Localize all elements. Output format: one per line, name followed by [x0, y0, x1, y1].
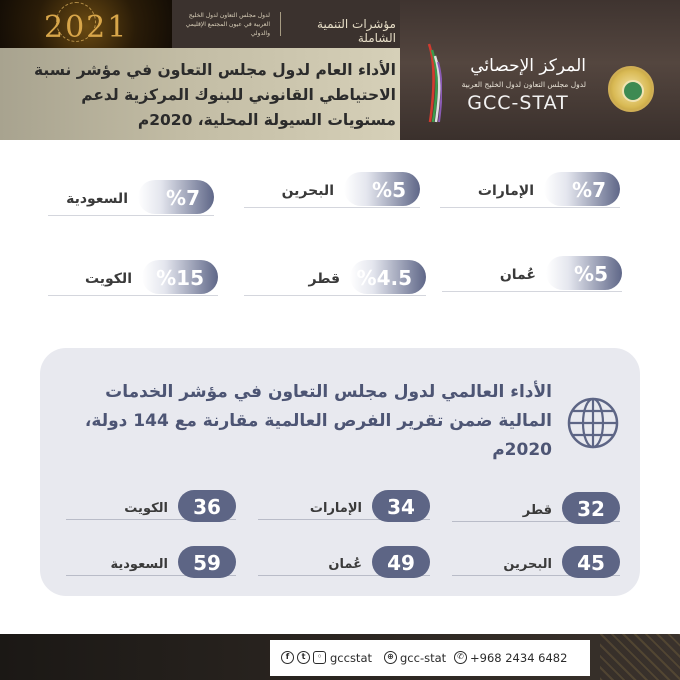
strip-title: مؤشرات التنمية الشاملة — [317, 17, 396, 45]
country-label: البحرين — [281, 183, 334, 199]
country-label: عُمان — [328, 557, 362, 572]
reserve-value: %5 — [372, 178, 406, 202]
website-link[interactable]: gcc-stat — [400, 651, 447, 665]
reserve-item-saudi — [48, 180, 214, 220]
country-label: السعودية — [66, 191, 128, 207]
header-banner — [0, 0, 680, 140]
reserve-value: %7 — [166, 186, 200, 210]
phone-number[interactable]: +968 2434 6482 — [470, 651, 568, 665]
reserve-value: %4.5 — [356, 266, 412, 290]
rank-item-oman — [258, 546, 430, 580]
rank-item-bahrain — [452, 546, 620, 580]
item-underline — [244, 207, 420, 208]
item-underline — [440, 207, 620, 208]
logo-arabic-subtitle: لدول مجلس التعاون لدول الخليج العربية — [461, 80, 586, 89]
rank-item-kuwait — [66, 490, 236, 524]
country-label: السعودية — [110, 557, 168, 572]
item-underline — [48, 215, 214, 216]
country-label: الإمارات — [477, 183, 534, 199]
rank-value: 45 — [577, 551, 605, 575]
reserve-item-kuwait — [48, 260, 218, 300]
reserve-item-bahrain — [244, 172, 420, 212]
reserve-item-oman — [442, 256, 622, 296]
reserve-value: %15 — [156, 266, 204, 290]
logo-swoosh-icon — [426, 42, 442, 124]
country-label: الكويت — [124, 501, 168, 516]
whatsapp-icon[interactable]: ✆ — [454, 651, 467, 664]
rank-value: 34 — [387, 495, 415, 519]
rank-item-uae — [258, 490, 430, 524]
item-underline — [442, 291, 622, 292]
country-label: قطر — [308, 271, 340, 287]
reserve-item-qatar — [244, 260, 426, 300]
rank-value: 36 — [193, 495, 221, 519]
gcc-emblem-icon — [608, 66, 654, 112]
rank-value: 32 — [577, 497, 605, 521]
logo-english-name: GCC-STAT — [467, 92, 569, 114]
country-label: قطر — [522, 503, 552, 518]
social-handle-link[interactable]: gccstat — [330, 651, 373, 665]
country-label: عُمان — [499, 267, 536, 283]
page-title: الأداء العام لدول مجلس التعاون في مؤشر نسبة الاحتياطي القانوني للبنوك المركزية لدعم مستويات السيولة المحلية، 2020م — [34, 61, 396, 129]
rank-value: 59 — [193, 551, 221, 575]
item-underline — [48, 295, 218, 296]
global-performance-title: الأداء العالمي لدول مجلس التعاون في مؤشر الخدمات المالية ضمن تقرير الفرص العالمية مقارنة مع 144 دولة، 2020م — [84, 382, 552, 460]
country-label: البحرين — [503, 557, 552, 572]
rank-value: 49 — [387, 551, 415, 575]
item-underline — [244, 295, 426, 296]
year-label: 2021 — [44, 10, 129, 45]
rank-item-saudi — [66, 546, 236, 580]
strip-subtitle: لدول مجلس التعاون لدول الخليج العربية في عيون المجتمع الإقليمي والدولي — [185, 12, 270, 37]
rank-item-qatar — [452, 492, 620, 526]
instagram-icon[interactable]: ◦ — [313, 651, 326, 664]
country-label: الإمارات — [309, 501, 362, 516]
logo-arabic-name: المركز الإحصائي — [470, 56, 586, 76]
globe-icon — [566, 396, 620, 450]
year-graphic — [0, 0, 172, 48]
reserve-item-uae — [440, 172, 620, 212]
reserve-value: %7 — [572, 178, 606, 202]
twitter-icon[interactable]: t — [297, 651, 310, 664]
facebook-icon[interactable]: f — [281, 651, 294, 664]
reserve-value: %5 — [574, 262, 608, 286]
country-label: الكويت — [84, 271, 132, 287]
footer-pattern — [600, 634, 680, 680]
web-icon[interactable]: ⊕ — [384, 651, 397, 664]
strip-divider — [280, 12, 281, 36]
